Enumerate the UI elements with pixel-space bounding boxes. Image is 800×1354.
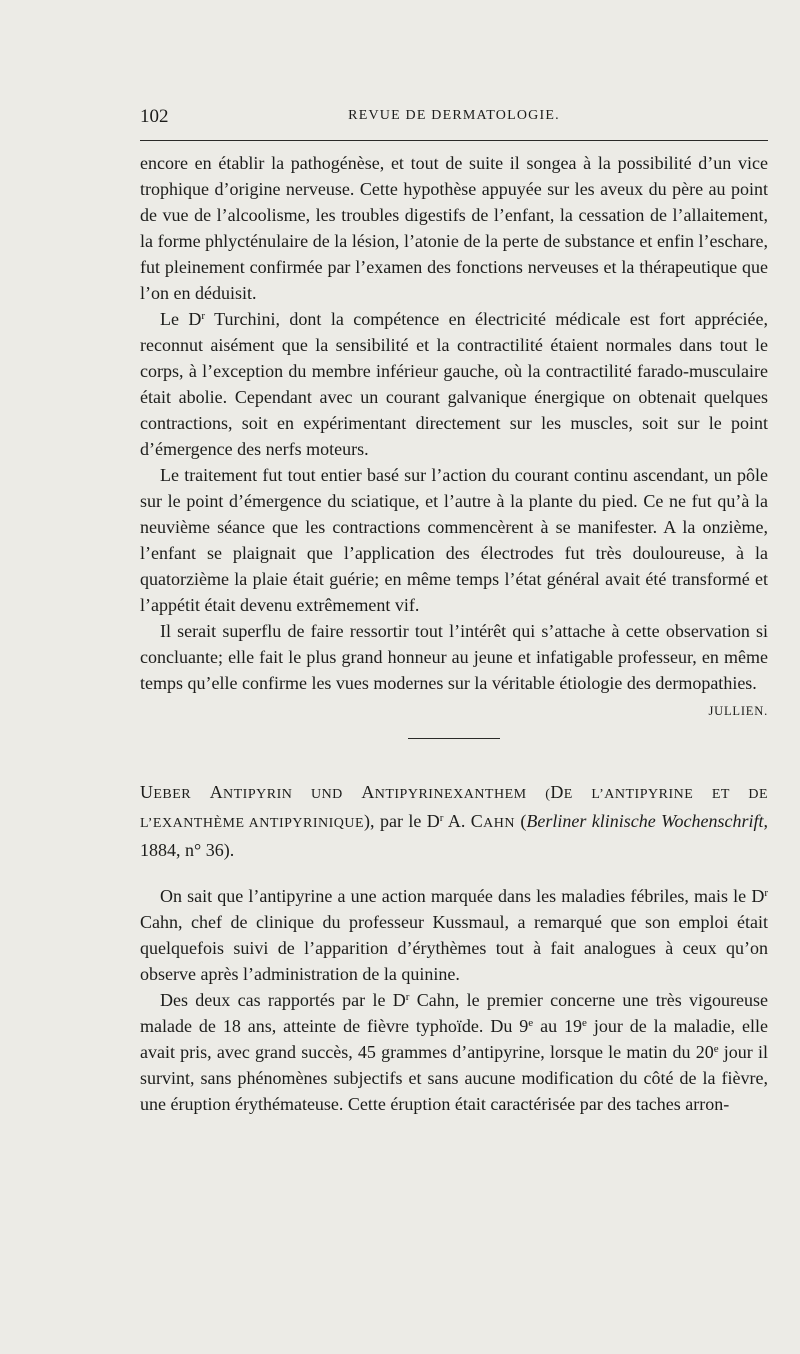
title-paren: ( bbox=[514, 811, 527, 831]
author-name-smallcaps: AHN bbox=[483, 816, 515, 831]
header-rule bbox=[140, 140, 768, 141]
text-span: Il serait superflu de faire ressortir tout l’intérêt qui s’attache à cette observation si concluante; elle fait le plus grand honneur au jeune et infatigable professeur, en même temps qu’elle confirme les vues modernes sur la véritable étiologie des dermopathies. bbox=[140, 621, 768, 693]
superscript: r bbox=[764, 887, 768, 899]
paragraph-antipyrine bbox=[140, 883, 768, 987]
title-smallcaps: NTIPYRIN UND bbox=[223, 787, 362, 802]
signature: JULLIEN. bbox=[708, 704, 768, 718]
title-smallcaps: EBER bbox=[153, 787, 210, 802]
text-span: On sait que l’antipyrine a une action marquée dans les maladies fébriles, mais le D bbox=[160, 886, 765, 906]
text-span: Turchini, dont la compétence en électricité médicale est fort appréciée, reconnut aisément que la sensibilité et la contractilité étaient normales dans tout le corps, à l’exception du membre inférieur gauche, où la contractilité farado-musculaire était abolie. Cependant avec un courant galvanique énergique on obtenait quelques contractions, soit en expérimentant directement sur les muscles, soit sur le point d’émergence des nerfs moteurs. bbox=[140, 309, 768, 459]
text-span: Le D bbox=[160, 309, 202, 329]
superscript: e bbox=[713, 1043, 719, 1055]
section-separator bbox=[408, 738, 500, 739]
title-char: A bbox=[361, 782, 375, 802]
title-char: U bbox=[140, 782, 154, 802]
page-body bbox=[140, 150, 768, 1117]
title-char: A bbox=[209, 782, 224, 802]
article-title bbox=[140, 779, 768, 863]
text-span: Cahn, chef de clinique du professeur Kussmaul, a remarqué que son emploi était quelquefois suivi de l’apparition d’érythèmes tout à fait analogues à ceux qu’on observe après l’administration de la quinine. bbox=[140, 912, 768, 984]
paragraph-treatment: Le traitement fut tout entier basé sur l’action du courant continu ascendant, un pôle sur le point d’émergence du sciatique, et l’autre à la plante du pied. Ce ne fut qu’à la neuvième séance que les contractions commencèrent à se manifester. A la onzième, l’enfant se plaignait que l’application des électrodes fut très douloureuse, à la quatorzième la plaie était guérie; en même temps l’état général avait été transformé et l’appétit était devenu extrêmement vif. bbox=[140, 465, 768, 615]
text-span: jour il survint, sans phénomènes subjectifs et sans aucune modification du côté de la fièvre, une éruption érythémateuse. Cette éruption était caractérisée par des taches arron- bbox=[140, 1042, 768, 1114]
running-title: REVUE DE DERMATOLOGIE. bbox=[348, 108, 560, 123]
page-number: 102 bbox=[140, 106, 169, 127]
text-span: au 19 bbox=[533, 1016, 583, 1036]
author-initial: A. bbox=[443, 811, 471, 831]
text-span: Des deux cas rapportés par le D bbox=[160, 990, 406, 1010]
paragraph-turchini bbox=[140, 306, 768, 462]
superscript: e bbox=[528, 1017, 534, 1029]
paragraph-cases bbox=[140, 987, 768, 1117]
superscript: r bbox=[201, 310, 206, 322]
title-smallcaps: E L’ANTIPYRINE ET DE L’EXANTHÈME ANTIPYRINIQUE bbox=[140, 787, 768, 831]
title-citation: , 1884, n° 36). bbox=[140, 811, 768, 860]
superscript: e bbox=[582, 1017, 587, 1029]
journal-name: Berliner klinische Wochenschrift bbox=[526, 811, 764, 831]
paragraph-conclusion bbox=[140, 618, 768, 718]
title-char: D bbox=[550, 782, 564, 802]
title-char: C bbox=[470, 811, 484, 831]
superscript: r bbox=[439, 812, 444, 824]
title-byline: ), par le D bbox=[364, 811, 440, 831]
superscript: r bbox=[405, 991, 410, 1003]
text-span: Cahn, le premier concerne une très vigoureuse malade de 18 ans, atteinte de fièvre typhoïde. Du 9 bbox=[140, 990, 768, 1036]
text-span: jour de la maladie, elle avait pris, avec grand succès, 45 grammes d’antipyrine, lorsque le matin du 20 bbox=[140, 1016, 768, 1062]
paragraph-continuation: encore en établir la pathogénèse, et tout de suite il songea à la possibilité d’un vice trophique d’origine nerveuse. Cette hypothèse appuyée sur les aveux du père au point de vue de l’alcoolisme, les troubles digestifs de l’enfant, la cessation de l’allaitement, la forme phlycténulaire de la lésion, l’atonie de la perte de substance et enfin l’eschare, fut pleinement confirmée par l’examen des fonctions nerveuses et la thérapeutique que l’on en déduisit. bbox=[140, 153, 768, 303]
page-header bbox=[140, 106, 768, 130]
title-smallcaps: NTIPYRINEXANTHEM ( bbox=[374, 787, 551, 802]
